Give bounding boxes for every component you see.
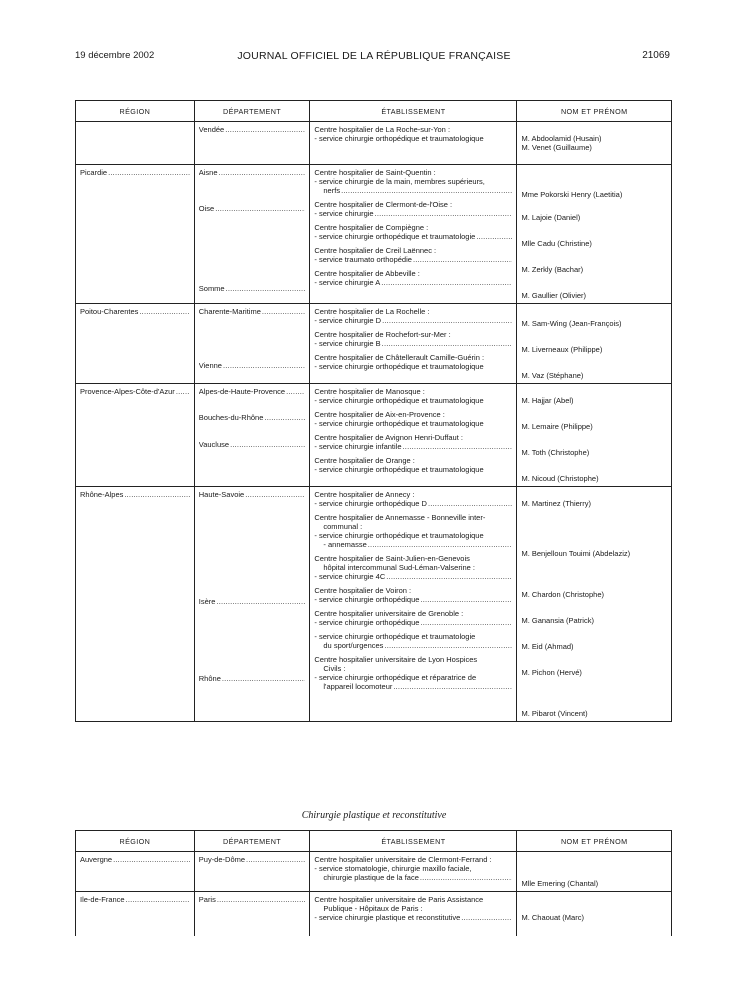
col-header-departement: DÉPARTEMENT [194, 831, 310, 852]
col-header-etablissement: ÉTABLISSEMENT [310, 101, 517, 122]
dept-cell: Paris ..... [194, 892, 310, 937]
dept-cell: Charente-Maritime ..... Vienne ..... [194, 304, 310, 384]
col-header-departement: DÉPARTEMENT [194, 101, 310, 122]
etab-cell: Centre hospitalier de La Roche-sur-Yon : - service chirurgie orthopédique et traumatologique [310, 122, 517, 165]
etab-cell: Centre hospitalier de Saint-Quentin : - service chirurgie de la main, membres supérieurs, nerfs ..... Centre hospitalier de Clermont-de-l'Oise : - service chirurgie ..... Centre hospitalier de Compiègne : - service chirurgie orthopédique et traumatologie ..... Centre hospitalier de Creil Laënnec : - service traumato orthopédie ..... Centre hospitalier de Abbeville : - service chirurgie A ..... [310, 165, 517, 304]
table-row [76, 384, 672, 487]
etab-cell: Centre hospitalier de La Rochelle : - service chirurgie D ..... Centre hospitalier de Rochefort-sur-Mer : - service chirurgie B ..... Centre hospitalier de Châtellerault Camille-Guérin : - service chirurgie orthopédique et traumatologique [310, 304, 517, 384]
name-cell: M. Hajjar (Abel) M. Lemaire (Philippe) M. Toth (Christophe) M. Nicoud (Christophe) [517, 384, 672, 487]
region-cell: Auvergne ..... [76, 852, 195, 892]
region-cell: Ile-de-France ..... [76, 892, 195, 937]
name-cell: M. Sam-Wing (Jean-François) M. Liverneaux (Philippe) M. Vaz (Stéphane) [517, 304, 672, 384]
section-title: Chirurgie plastique et reconstitutive [301, 810, 447, 821]
region-cell: Picardie ..... [76, 165, 195, 304]
header-title: JOURNAL OFFICIEL DE LA RÉPUBLIQUE FRANÇAISE [237, 50, 511, 62]
etab-cell: Centre hospitalier universitaire de Paris Assistance Publique - Hôpitaux de Paris : - service chirurgie plastique et reconstitutive ..... [310, 892, 517, 937]
name-cell: Mlle Emering (Chantal) [517, 852, 672, 892]
col-header-region: RÉGION [76, 831, 195, 852]
name-cell: M. Martinez (Thierry) M. Benjelloun Touimi (Abdelaziz) M. Chardon (Christophe) M. Ganansia (Patrick) M. Eid (Ahmad) M. Pichon (Hervé) M. Pibarot (Vincent) [517, 487, 672, 722]
name-cell: M. Chaouat (Marc) [517, 892, 672, 937]
table-header-row [76, 831, 672, 852]
region-cell [76, 122, 195, 165]
dept-cell: Puy-de-Dôme ..... [194, 852, 310, 892]
table-header-row [76, 101, 672, 122]
header-date: 19 décembre 2002 [75, 50, 155, 61]
name-cell: M. Abdoolamid (Husain) M. Venet (Guillaume) [517, 122, 672, 165]
table-row [76, 892, 672, 937]
etab-cell: Centre hospitalier de Manosque : - service chirurgie orthopédique et traumatologique Centre hospitalier de Aix-en-Provence : - service chirurgie orthopédique et traumatologique Centre hospitalier de Avignon Henri-Duffaut : - service chirurgie infantile ..... Centre hospitalier de Orange : - service chirurgie orthopédique et traumatologique [310, 384, 517, 487]
name-cell: Mme Pokorski Henry (Laetitia) M. Lajoie (Daniel) Mlle Cadu (Christine) M. Zerkly (Bachar) M. Gaullier (Olivier) [517, 165, 672, 304]
etab-cell: Centre hospitalier universitaire de Clermont-Ferrand : - service stomatologie, chirurgie maxillo faciale, chirurgie plastique de la face ..... [310, 852, 517, 892]
region-cell: Poitou-Charentes ..... [76, 304, 195, 384]
col-header-region: RÉGION [76, 101, 195, 122]
col-header-etablissement: ÉTABLISSEMENT [310, 831, 517, 852]
plastic-surgery-table [75, 830, 672, 936]
col-header-nom: NOM ET PRÉNOM [517, 831, 672, 852]
region-cell: Provence-Alpes-Côte-d'Azur ..... [76, 384, 195, 487]
etab-cell: Centre hospitalier de Annecy : - service chirurgie orthopédique D ..... Centre hospitalier de Annemasse - Bonneville inter- communal : - service chirurgie orthopédique et traumatologique - annemasse ..... Centre hospitalier de Saint-Julien-en-Genevois hôpital intercommunal Sud-Léman-Valserine : - service chirurgie 4C ..... Centre hospitalier de Voiron : - service chirurgie orthopédique ..... Centre hospitalier universitaire de Grenoble : - service chirurgie orthopédique ..... - service chirurgie orthopédique et traumatologie du sport/urgences ..... Centre hospitalier universitaire de Lyon Hospices Civils : - service chirurgie orthopédique et réparatrice de l'appareil locomoteur ..... [310, 487, 517, 722]
table-row [76, 304, 672, 384]
table-row [76, 487, 672, 722]
col-header-nom: NOM ET PRÉNOM [517, 101, 672, 122]
table-row [76, 852, 672, 892]
appointments-table [75, 100, 672, 722]
table-row [76, 165, 672, 304]
table-row [76, 122, 672, 165]
dept-cell: Aisne ..... Oise ..... Somme ..... [194, 165, 310, 304]
dept-cell: Haute-Savoie ..... Isère ..... Rhône ..... [194, 487, 310, 722]
dept-cell: Vendée ..... [194, 122, 310, 165]
dept-cell: Alpes-de-Haute-Provence ..... Bouches-du-Rhône ..... Vaucluse ..... [194, 384, 310, 487]
page-number: 21069 [642, 50, 670, 61]
region-cell: Rhône-Alpes ..... [76, 487, 195, 722]
